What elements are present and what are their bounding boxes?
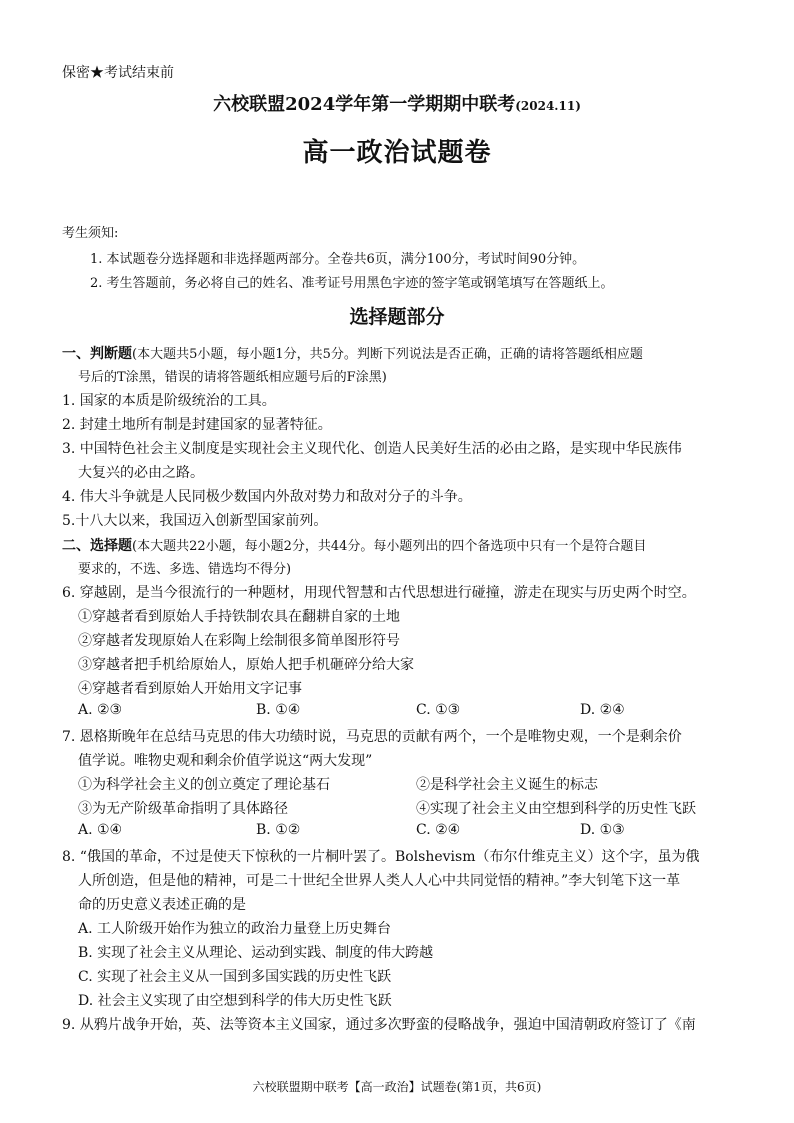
exam-title	[0, 90, 794, 116]
question-7-option-d: D. ①③	[580, 822, 625, 838]
section-title: 选择题部分	[349, 306, 445, 328]
question-8-option-c: C. 实现了社会主义从一国到多国实践的历史性飞跃	[78, 969, 392, 985]
question-8-stem-line-3: 命的历史意义表述正确的是	[78, 897, 246, 913]
question-6-stem: 6. 穿越剧，是当今很流行的一种题材，用现代智慧和古代思想进行碰撞，游走在现实与历史两个时空。	[62, 585, 696, 601]
part1-heading-line	[62, 343, 643, 363]
part2-instructions-2	[78, 558, 291, 577]
question-2: 2. 封建土地所有制是封建国家的显著特征。	[62, 417, 332, 433]
notice-item-1: 1. 本试题卷分选择题和非选择题两部分。全卷共6页，满分100分，考试时间90分钟。	[90, 252, 586, 267]
question-7-statement-2: ②是科学社会主义诞生的标志	[416, 777, 598, 793]
question-6-option-c: C. ①③	[416, 702, 461, 718]
part2-heading: 二、选择题	[62, 538, 132, 554]
question-7-option-b: B. ①②	[256, 822, 301, 838]
page-footer: 六校联盟期中联考【高一政治】试题卷(第1页，共6页)	[252, 1080, 542, 1094]
question-7-option-a: A. ①④	[78, 822, 123, 838]
part1-instructions-1: (本大题共5小题，每小题1分，共5分。判断下列说法是否正确，正确的请将答题纸相应题	[132, 347, 643, 362]
question-3-line-1: 3. 中国特色社会主义制度是实现社会主义现代化、创造人民美好生活的必由之路，是实现中华民族伟	[62, 441, 682, 457]
question-6-statement-4: ④穿越者看到原始人开始用文字记事	[78, 681, 302, 697]
question-6-statement-1: ①穿越者看到原始人手持铁制农具在翻耕自家的土地	[78, 609, 400, 625]
question-7-option-c: C. ②④	[416, 822, 461, 838]
question-8-option-d: D. 社会主义实现了由空想到科学的伟大历史性飞跃	[78, 993, 392, 1009]
part1-instructions-2	[78, 366, 387, 385]
notice-heading: 考生须知:	[62, 226, 119, 241]
question-6-option-a: A. ②③	[78, 702, 123, 718]
question-9-stem-line-1: 9. 从鸦片战争开始，英、法等资本主义国家，通过多次野蛮的侵略战争，强迫中国清朝政府签订了《南	[62, 1017, 696, 1033]
part2-instructions-2-text: 要求的，不选、多选、错选均不得分)	[78, 562, 292, 577]
exam-title-text: 六校联盟2024学年第一学期期中联考	[213, 94, 516, 115]
subject-title: 高一政治试题卷	[302, 138, 492, 168]
question-7-statement-1: ①为科学社会主义的创立奠定了理论基石	[78, 777, 330, 793]
question-7-stem-line-2: 值学说。唯物史观和剩余价值学说这“两大发现”	[78, 753, 373, 769]
question-5: 5.十八大以来，我国迈入创新型国家前列。	[62, 513, 328, 529]
part1-instructions-2-text: 号后的T涂黑，错误的请将答题纸相应题号后的F涂黑)	[78, 370, 387, 385]
question-7-statement-3: ③为无产阶级革命指明了具体路径	[78, 801, 288, 817]
question-8-stem-line-2: 人所创造，但是他的精神，可是二十世纪全世界人类人人心中共同觉悟的精神。”李大钊笔下这一革	[78, 873, 681, 889]
notice-item-2: 2. 考生答题前，务必将自己的姓名、准考证号用黑色字迹的签字笔或钢笔填写在答题纸上。	[90, 276, 614, 291]
question-6-statement-3: ③穿越者把手机给原始人，原始人把手机砸碎分给大家	[78, 657, 414, 673]
confidential-label: 保密★考试结束前	[62, 65, 174, 81]
question-8-option-a: A. 工人阶级开始作为独立的政治力量登上历史舞台	[78, 921, 392, 937]
question-6-option-d: D. ②④	[580, 702, 625, 718]
question-7-statement-4: ④实现了社会主义由空想到科学的历史性飞跃	[416, 801, 696, 817]
question-6-statement-2: ②穿越者发现原始人在彩陶上绘制很多简单图形符号	[78, 633, 400, 649]
question-4: 4. 伟大斗争就是人民同极少数国内外敌对势力和敌对分子的斗争。	[62, 489, 472, 505]
question-8-stem-line-1: 8. “俄国的革命，不过是使天下惊秋的一片桐叶罢了。Bolshevism（布尔什维克主义）这个字，虽为俄	[62, 849, 700, 865]
question-6-option-b: B. ①④	[256, 702, 301, 718]
question-8-option-b: B. 实现了社会主义从理论、运动到实践、制度的伟大跨越	[78, 945, 434, 961]
question-3-line-2: 大复兴的必由之路。	[78, 465, 204, 481]
question-7-stem-line-1: 7. 恩格斯晚年在总结马克思的伟大功绩时说，马克思的贡献有两个，一个是唯物史观，一个是剩余价	[62, 729, 682, 745]
part2-heading-line	[62, 535, 646, 555]
part1-heading: 一、判断题	[62, 346, 132, 362]
question-1: 1. 国家的本质是阶级统治的工具。	[62, 393, 276, 409]
exam-date: (2024.11)	[515, 99, 581, 113]
part2-instructions-1: (本大题共22小题，每小题2分，共44分。每小题列出的四个备选项中只有一个是符合题目	[132, 539, 647, 554]
